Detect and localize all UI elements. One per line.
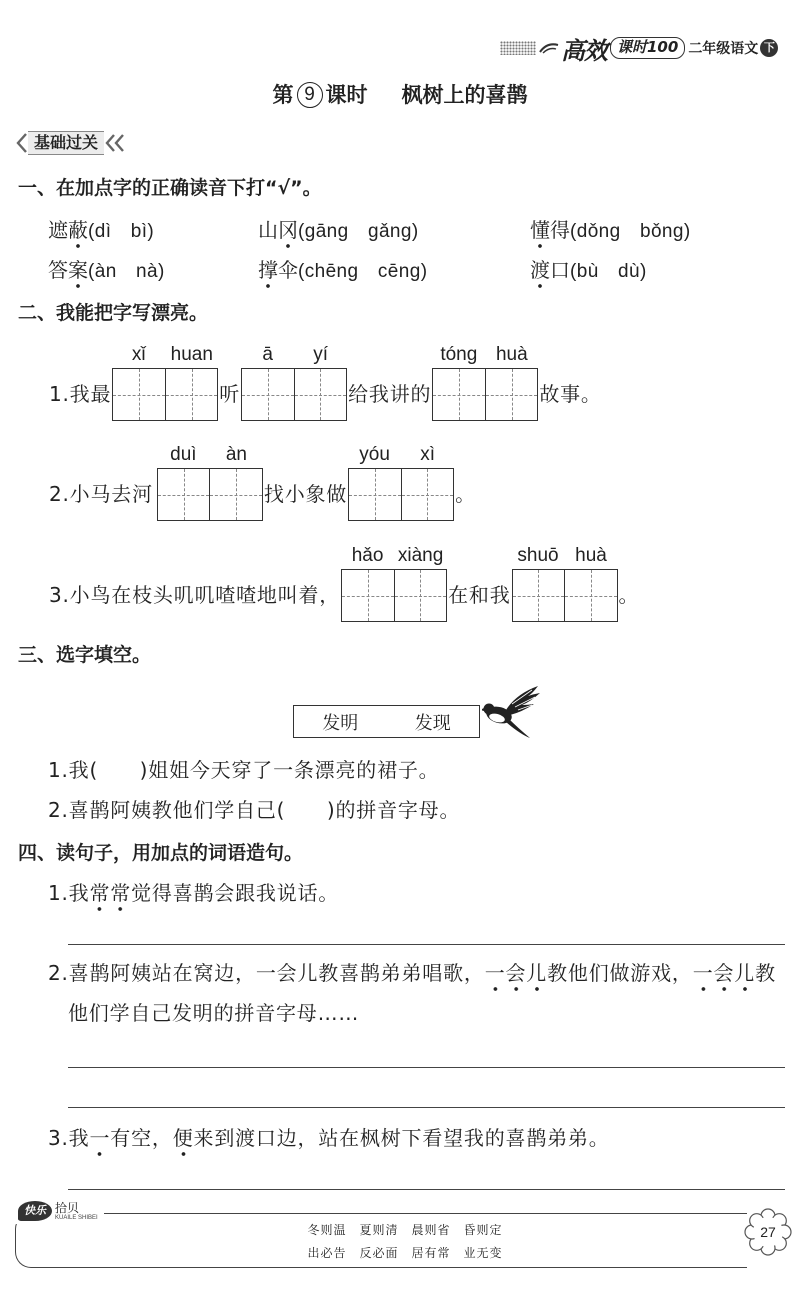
page-header [500,34,778,65]
pinyin: yí [313,344,328,365]
word-char: 伞 [278,258,298,282]
sentence-2-continued: 他们学自己发明的拼音字母…… [68,1001,360,1025]
sentence-text: 2.喜鹊阿姨站在窝边，一会儿教喜鹊弟弟唱歌， [48,961,485,985]
swoosh-icon [539,41,559,55]
sentence-3 [48,1124,610,1152]
pronunciation-item [258,216,419,246]
writing-box [341,543,447,622]
section-badge [16,131,126,155]
pinyin-options: (àn nà) [88,261,165,282]
tianzige-cell [401,469,454,520]
dotted-char: 案 [68,258,88,289]
dotted-word: 一会儿 [693,961,755,992]
sentence-text: 听 [219,382,241,406]
pinyin-options: (dǒng bǒng) [570,221,691,242]
pronunciation-item [258,256,427,286]
brand-title: 高效 [561,36,607,65]
pinyin: ā [262,344,273,365]
sentence-text: 在和我 [448,583,511,607]
sentence-text: 。 [455,482,476,506]
sentence-text: 教 [755,961,776,985]
writing-line-2 [48,442,477,521]
pronunciation-item [530,256,647,286]
chevron-left-icon [16,131,28,155]
dotted-char: 冈 [278,218,298,249]
magpie-illustration [482,684,542,742]
tianzige-cell [158,469,210,520]
page-title [0,80,800,110]
title-prefix: 第 [272,83,294,107]
writing-line-3 [48,543,640,622]
word-char: 遮 [48,218,68,242]
answer-line [68,1189,785,1190]
writing-box [512,543,618,622]
tianzige-cell [394,570,447,621]
sentence-text: 3.小鸟在枝头叽叽喳喳地叫着， [49,583,341,607]
word-char: 山 [258,218,278,242]
dot-pattern [500,41,536,55]
sentence-text: 。 [618,583,640,607]
tianzige-cell [209,469,262,520]
fill-sentence-1: 1.我( )姐姐今天穿了一条漂亮的裙子。 [48,758,440,782]
pinyin-options: (bù dù) [570,261,647,282]
q4-heading: 四、读句子，用加点的词语造句。 [18,842,304,864]
volume-badge: 下 [760,39,778,57]
dotted-char: 蔽 [68,218,88,249]
tianzige-cell [564,570,617,621]
sentence-text: 故事。 [539,382,602,406]
page-number: 27 [760,1224,776,1240]
tianzige-cell [113,369,165,420]
pinyin: yóu [359,444,390,465]
badge-label: 拾贝 [55,1201,80,1215]
pinyin: xì [420,444,435,465]
pinyin-options: (gāng gǎng) [298,221,419,242]
sentence-1 [48,879,339,907]
pinyin: àn [225,444,247,465]
page-number-badge [744,1208,792,1256]
pinyin: tóng [440,344,478,365]
tianzige-cell [433,369,485,420]
series-badge: 课时100 [610,37,685,59]
dotted-word: 一会儿 [485,961,547,992]
dotted-word: 一 [89,1126,110,1157]
option-word: 发现 [414,712,451,734]
tianzige-cell [349,469,401,520]
sentence-2 [48,959,776,987]
footer-quote-line-2: 出必告 反必面 居有常 业无变 [307,1246,503,1260]
word-char: 口 [550,258,570,282]
sentence-text: 教他们做游戏， [547,961,693,985]
writing-box [157,442,263,521]
writing-box [112,342,218,421]
tianzige-cell [165,369,218,420]
tianzige-cell [342,570,394,621]
tianzige-cell [294,369,347,420]
lesson-number: 9 [297,82,323,108]
grade-subject: 二年级语文 [688,41,759,57]
word-options-box [293,705,480,738]
badge-label-en: KUAILE SHIBEI [55,1215,98,1221]
answer-line [68,1107,785,1108]
sentence-text: 3.我 [48,1126,90,1150]
badge-bubble: 快乐 [18,1201,52,1221]
pinyin-options: (dì bì) [88,221,155,242]
dotted-char: 懂 [530,218,550,249]
footer-quote-line-1: 冬则温 夏则清 晨则省 昏则定 [307,1223,503,1237]
writing-box [348,442,454,521]
pinyin: huan [170,344,213,365]
sentence-text: 有空， [110,1126,173,1150]
q1-heading: 一、在加点字的正确读音下打“√”。 [18,177,322,199]
pinyin: huà [575,545,607,566]
pinyin: xiàng [397,545,444,566]
pinyin-options: (chēng cēng) [298,261,428,282]
tianzige-cell [485,369,538,420]
pinyin: duì [170,444,197,465]
title-suffix: 课时 [325,83,368,107]
pronunciation-item [48,216,154,246]
sentence-text: 给我讲的 [348,382,432,406]
pinyin: huà [495,344,528,365]
dotted-word: 便 [173,1126,194,1157]
pinyin: hǎo [351,545,384,566]
word-char: 答 [48,258,68,282]
dotted-char: 渡 [530,258,550,289]
writing-box [432,342,538,421]
option-word: 发明 [322,712,359,734]
pinyin: shuō [517,545,559,566]
pinyin: xǐ [131,344,146,365]
sentence-text: 1.我最 [49,382,112,406]
lesson-name: 枫树上的喜鹊 [401,83,528,107]
q2-heading: 二、我能把字写漂亮。 [18,302,209,324]
pronunciation-item [530,216,691,246]
double-chevron-left-icon [104,131,126,155]
writing-line-1 [48,342,603,421]
word-char: 得 [550,218,570,242]
pronunciation-item [48,256,165,286]
fill-sentence-2: 2.喜鹊阿姨教他们学自己( )的拼音字母。 [48,798,461,822]
sentence-text: 1.我 [48,881,90,905]
tianzige-cell [242,369,294,420]
sentence-text: 2.小马去河 [49,482,153,506]
sentence-text: 找小象做 [263,482,348,506]
sentence-text: 觉得喜鹊会跟我说话。 [131,881,340,905]
dotted-word: 常常 [89,881,131,912]
dotted-char: 撑 [258,258,278,289]
writing-box [241,342,347,421]
badge-label: 基础过关 [28,131,104,155]
answer-line [68,944,785,945]
sentence-text: 来到渡口边，站在枫树下看望我的喜鹊弟弟。 [193,1126,610,1150]
q3-heading: 三、选字填空。 [18,644,152,666]
tianzige-cell [513,570,565,621]
footer-badge [14,1199,104,1224]
answer-line [68,1067,785,1068]
